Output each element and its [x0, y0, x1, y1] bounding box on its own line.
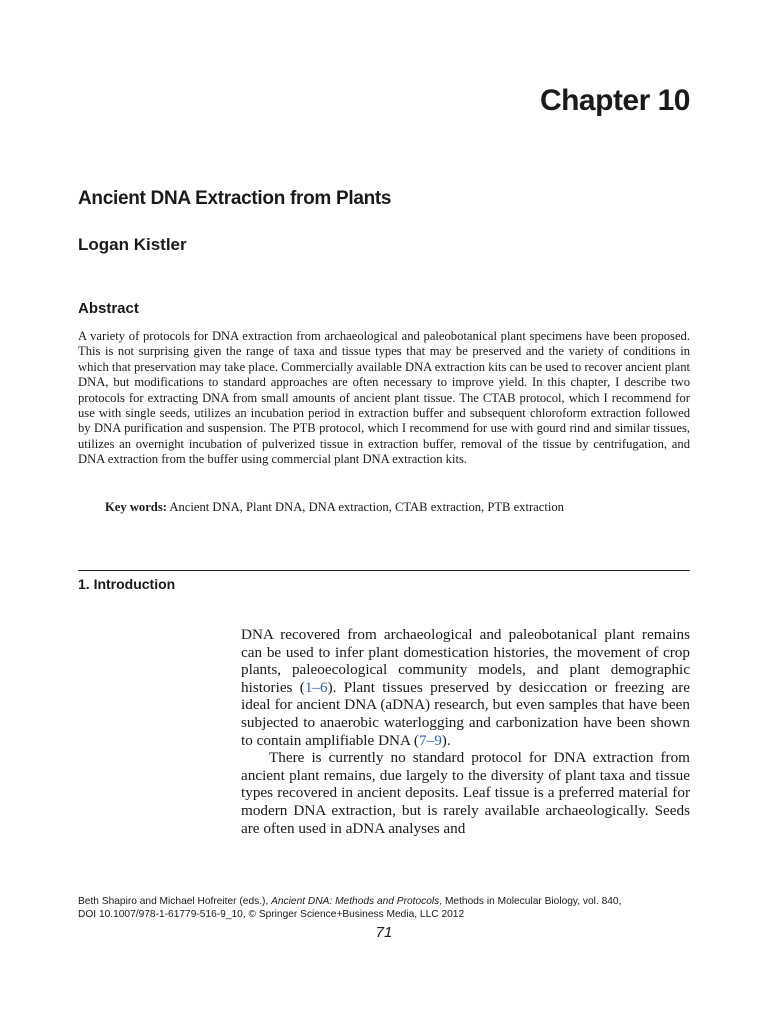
abstract-text: A variety of protocols for DNA extraction from archaeological and paleobotanical plant specimens have been proposed. This is not surprising given the range of taxa and tissue types that may be preserved and the variety of conditions in which that preservation may take place. Commercially available DNA extraction kits can be used to recover ancient plant DNA, but modifications to standard approaches are often necessary to improve yield. In this chapter, I describe two protocols for extracting DNA from small amounts of ancient plant tissue. The CTAB protocol, which I recommend for use with single seeds, utilizes an incubation period in extraction buffer and subsequent chloroform extraction followed by DNA purification and suspension. The PTB protocol, which I recommend for use with gourd rind and similar tissues, utilizes an overnight incubation of pulverized tissue in extraction buffer, removal of the tissue by centrifugation, and DNA extraction from the buffer using commercial plant DNA extraction kits.	[78, 329, 690, 467]
chapter-title: Ancient DNA Extraction from Plants	[78, 188, 392, 209]
footer-book-title: Ancient DNA: Methods and Protocols	[271, 896, 440, 907]
abstract-heading: Abstract	[78, 300, 139, 317]
reference-link-1-6[interactable]: 1–6	[304, 678, 328, 696]
keywords	[105, 499, 690, 515]
page-number: 71	[375, 924, 393, 941]
author-name: Logan Kistler	[78, 235, 187, 254]
chapter-label: Chapter 10	[539, 84, 690, 117]
keywords-text: Ancient DNA, Plant DNA, DNA extraction, CTAB extraction, PTB extraction	[166, 500, 564, 514]
footer-line-1	[78, 895, 698, 908]
footer-series: , Methods in Molecular Biology, vol. 840,	[439, 896, 622, 907]
footer-editors: Beth Shapiro and Michael Hofreiter (eds.),	[78, 896, 272, 907]
section-divider	[78, 570, 690, 571]
intro-p1-text-c: ).	[441, 731, 451, 749]
section-heading-introduction: 1. Introduction	[78, 576, 176, 592]
introduction-body	[241, 626, 690, 837]
citation-footer	[78, 895, 698, 921]
introduction-paragraph-1	[241, 626, 690, 749]
introduction-paragraph-2: There is currently no standard protocol for DNA extraction from ancient plant remains, due largely to the diversity of plant taxa and tissue types recovered in ancient deposits. Leaf tissue is a preferred material for modern DNA extraction, but is rarely available archaeologically. Seeds are often used in aDNA analyses and	[241, 749, 690, 837]
reference-link-7-9[interactable]: 7–9	[419, 731, 442, 749]
keywords-label: Key words:	[105, 500, 167, 514]
footer-doi: DOI 10.1007/978-1-61779-516-9_10, © Springer Science+Business Media, LLC 2012	[78, 909, 465, 920]
intro-p1-text-b: ). Plant tissues preserved by desiccation or freezing are ideal for ancient DNA (aDNA) research, but even samples that have been subjected to anaerobic waterlogging and carbonization have been shown to contain amplifiable DNA (	[241, 678, 691, 749]
intro-p1-text-a: DNA recovered from archaeological and paleobotanical plant remains can be used to infer plant domestication histories, the movement of crop plants, paleoecological community models, and plant demographic histories (	[241, 626, 690, 696]
